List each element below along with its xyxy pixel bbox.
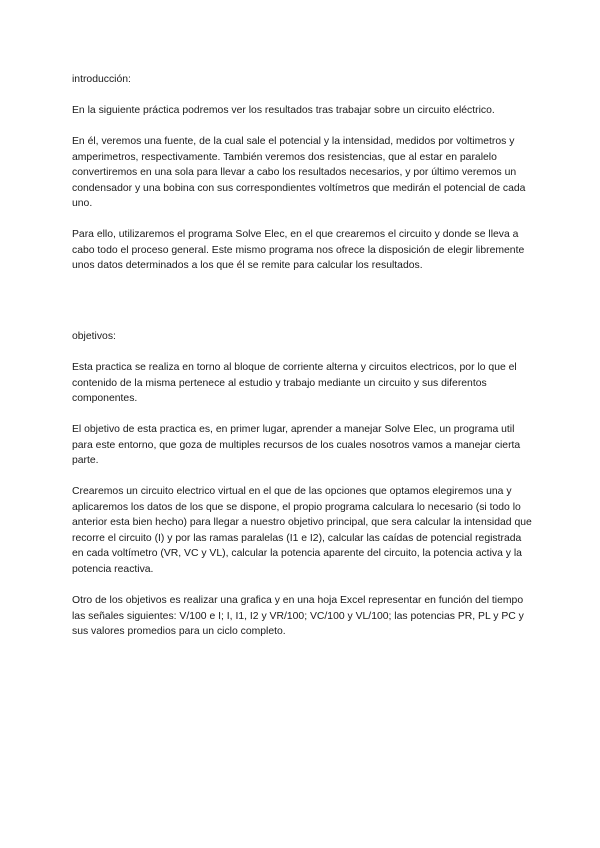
introduccion-paragraph-2: En él, veremos una fuente, de la cual sale el potencial y la intensidad, medidos por voltimetros y amperimetros, respectivamente. También veremos dos resistencias, que al estar en paralelo convertiremos en una sola para llevar a cabo los resultados necesarios, y por último veremos un condensador y una bobina con sus correspondientes voltímetros que medirán el potencial de cada uno. bbox=[72, 136, 526, 210]
introduccion-paragraph-3: Para ello, utilizaremos el programa Solve Elec, en el que crearemos el circuito y donde se lleva a cabo todo el proceso general. Este mismo programa nos ofrece la disposición de elegir libremente unos datos determinados a los que él se remite para calcular los resultados. bbox=[72, 229, 525, 272]
objetivos-paragraph-3: Crearemos un circuito electrico virtual en el que de las opciones que optamos elegiremos una y aplicaremos los datos de los que se dispone, el propio programa calculara lo necesario (si todo lo anterior esta bien hecho) para llegar a nuestro objetivo principal, que sera calcular la intensidad que recorre el circuito (I) y por las ramas paralelas (I1 e I2), calcular las caídas de potencial registrada en cada voltímetro (VR, VC y VL), calcular la potencia aparente del circuito, la potencia activa y la potencia reactiva. bbox=[72, 486, 532, 575]
objetivos-paragraph-1: Esta practica se realiza en torno al bloque de corriente alterna y circuitos electricos, por lo que el contenido de la misma pertenece al estudio y trabajo mediante un circuito y sus diferentos componentes. bbox=[72, 362, 517, 405]
objetivos-paragraph-2: El objetivo de esta practica es, en primer lugar, aprender a manejar Solve Elec, un programa util para este entorno, que goza de multiples recursos de los cuales nosotros vamos a manejar cierta parte. bbox=[72, 424, 521, 467]
introduccion-heading: introducción: bbox=[72, 74, 131, 85]
objetivos-heading: objetivos: bbox=[72, 331, 116, 342]
objetivos-paragraph-4: Otro de los objetivos es realizar una grafica y en una hoja Excel representar en función del tiempo las señales siguientes: V/100 e I; I, I1, I2 y VR/100; VC/100 y VL/100; las potencias PR, PL y PC y sus valores promedios para un ciclo completo. bbox=[72, 595, 524, 638]
introduccion-paragraph-1: En la siguiente práctica podremos ver los resultados tras trabajar sobre un circuito eléctrico. bbox=[72, 105, 495, 116]
